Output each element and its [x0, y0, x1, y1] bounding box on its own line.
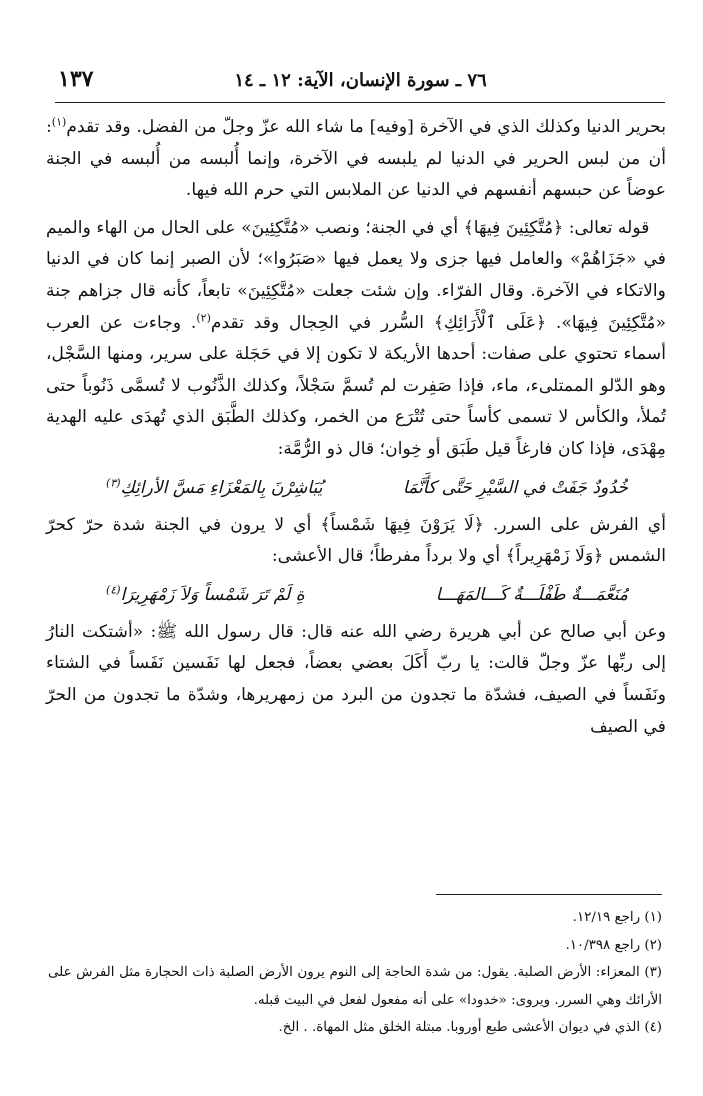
footnotes — [48, 904, 662, 1042]
verse-second-text: ةِ لَمْ تَرَ شَمْساً وَلاَ زَمْهَرِيرَا — [120, 584, 305, 605]
page-header — [58, 62, 663, 98]
poem-verse-1 — [46, 470, 666, 506]
paragraph-text: : أن من لبس الحرير في الدنيا لم يلبسه في الآخرة، وإنما أُلبسه من أُلبسه في الجنة عوضاً عن حبسهم أنفسهم في الدنيا عن الملابس التي حرم الله فيها. — [46, 117, 666, 201]
paragraph-text: وعن أبي صالح عن أبي هريرة رضي الله عنه قال: قال رسول الله ﷺ: «أشتكت النارُ إلى ربِّها عزّ وجلّ قالت: يا ربّ أَكَلَ بعضي بعضاً، فجعل لها نَفَسين نَفَساً في الشتاء ونَفَساً في الصيف، فشدّة ما تجدون من البرد من زمهريرها، وشدّة ما تجدون من الحرّ في الصيف — [46, 621, 666, 737]
footnote-ref-2: (٢) — [196, 310, 211, 324]
verse-first-hemistich: خُدُودٌ جَفَتْ في السَّيْرِ حَتَّى كأَنَّمَا — [402, 477, 628, 498]
paragraph-4 — [46, 617, 666, 743]
page-number: ١٣٧ — [58, 66, 94, 92]
footnote-ref-4: (٤) — [106, 582, 121, 596]
paragraph-1 — [46, 112, 666, 207]
footnote-ref-1: (١) — [51, 115, 67, 129]
paragraph-2 — [46, 213, 666, 466]
paragraph-text: . وجاءت عن العرب أسماء تحتوي على صفات: أحدها الأريكة لا تكون إلا في حَجَلة على سرير، ومنها السَّجْل، وهو الدّلو الممتلىء، ماء، فإذا صَفِرت لم تُسمَّ سَجْلاً، وكذلك الذَّنُوب لا تُسمَّى ذَنُوباً حتى تُملأ، والكأس لا تسمى كأساً حتى تُتْرَع من الخمر، وكذلك الطَّبَق الذي تُهدَى عليه الهدية مِهْدَى، فإذا كان فارغاً قيل طَبَق أو خِوان؛ قال ذو الرُّمَّة: — [46, 312, 666, 459]
header-divider — [55, 102, 665, 103]
verse-first-hemistich: مُنَعَّمَـــةٌ طَفْلَـــةٌ كَـــالمَهَـــا — [435, 584, 628, 605]
footnote-3: (٣) المعزاء: الأرض الصلبة. يقول: من شدة الحاجة إلى النوم يرون الأرض الصلبة ذات الحجارة مثل الفرش على الأرائك وهي السرر. ويروى: «خدودا» على أنه مفعول لفعل في البيت قبله. — [48, 965, 662, 1008]
paragraph-text: بحرير الدنيا وكذلك الذي في الآخرة [وفيه] ما شاء الله عزّ وجلّ من الفضل. وقد تقدم — [66, 117, 666, 137]
footnote-1: (١) راجع ١٢/١٩. — [572, 910, 662, 925]
paragraph-text: قوله تعالى: ﴿مُتَّكِئِينَ فِيهَا﴾ أي في الجنة؛ ونصب «مُتَّكِئِينَ» على الحال من الهاء والميم في «جَزَاهُمْ» والعامل فيها جزى ولا يعمل فيها «صَبَرُوا»؛ لأن الصبر إنما كان في الدنيا والاتكاء في الآخرة. وقال الفرّاء. وإن شئت جعلت «مُتَّكِئِينَ» تابعاً، كأنه قال جزاهم جنة «مُتَّكِئِينَ فِيهَا». ﴿عَلَى ٱلْأَرَائِكِ﴾ السُّرر في الحِجال وقد تقدم — [46, 217, 666, 333]
verse-second-hemistich — [46, 470, 323, 506]
footnote-ref-3: (٣) — [106, 475, 121, 489]
footnote-divider — [436, 894, 662, 895]
verse-second-hemistich — [46, 577, 305, 613]
verse-second-text: يُبَاشِرْنَ بِالمَعْزَاءِ مَسَّ الأرائِكِ — [120, 477, 323, 498]
footnote-2: (٢) راجع ١٠/٣٩٨. — [565, 937, 662, 953]
paragraph-text: أي الفرش على السرر. ﴿لَا يَرَوْنَ فِيهَا شَمْساً﴾ أي لا يرون في الجنة شدة حرّ كحرّ الشمس ﴿وَلَا زَمْهَرِيراً﴾ أي ولا برداً مفرطاً؛ قال الأعشى: — [46, 514, 666, 567]
running-title: ٧٦ ـ سورة الإنسان، الآية: ١٢ ـ ١٤ — [234, 70, 487, 91]
main-text — [46, 112, 666, 743]
poem-verse-2 — [46, 577, 666, 613]
footnote-4: (٤) الذي في ديوان الأعشى طبع أوروبا. مبتلة الخلق مثل المهاة. . الخ. — [278, 1020, 662, 1035]
paragraph-3 — [46, 510, 666, 573]
